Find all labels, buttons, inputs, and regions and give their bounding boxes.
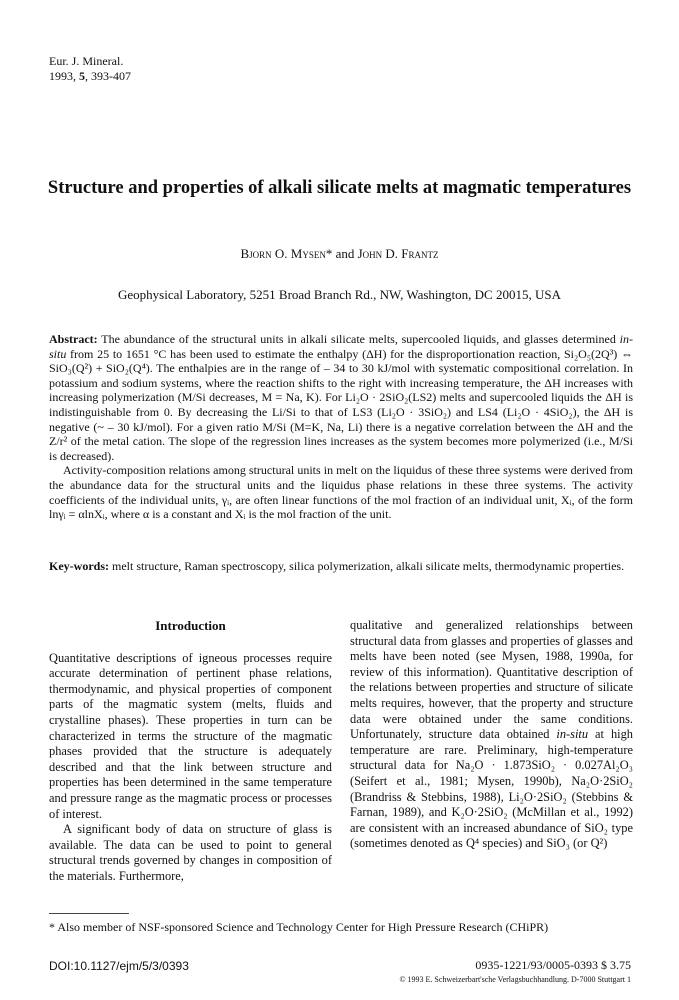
abstract-label: Abstract: <box>49 332 98 346</box>
author-mysen: Bjorn O. Mysen* <box>240 246 333 261</box>
intro-paragraph-3: qualitative and generalized relationships between structural data from glasses and properties of glasses and melts have been noted (see Mysen, 1988, 1990a, for review of this information). Quantitative description of the relations between properties and structure of silicate melts requires, however, that the property and structure data were obtained under the same conditions. Unfortunately, structure data obtained in-situ at high temperature are rare. Preliminary, high-temperature structural data for Na₂O · 1.873SiO₂ · 0.027Al₂O₃ (Seifert et al., 1981; Mysen, 1990b), Na₂O·2SiO₂ (Brandriss & Stebbins, 1988), Li₂O·2SiO₂ (Stebbins & Farnan, 1989), and K₂O·2SiO₂ (McMillan et al., 1992) are consistent with an increased abundance of SiO₂ type (sometimes denoted as Q⁴ species) and SiO₃ (or Q²) <box>350 618 633 851</box>
journal-citation: 1993, 5, 393-407 <box>49 69 131 83</box>
footnote: * Also member of NSF-sponsored Science and Technology Center for High Pressure Research (CHiPR) <box>49 920 549 934</box>
intro-paragraph-1: Quantitative descriptions of igneous processes require accurate determination of pertinent phase relations, thermodynamic, and physical properties of component parts of the magmatic system (melts, fluids and crystalline phases). These properties in turn can be characterized in terms the structure of the magmatic phases provided that the structure is adequately described and that the link between structure and properties has been determined in the same temperature and pressure range as the magmatic process or processes of interest. <box>49 650 332 821</box>
left-column <box>49 618 332 885</box>
intro-paragraph-2: A significant body of data on structure of glass is available. The data can be used to point to general structural trends governed by changes in composition of the materials. Furthermore, <box>49 822 332 883</box>
keywords <box>49 559 633 574</box>
affiliation: Geophysical Laboratory, 5251 Broad Branch Rd., NW, Washington, DC 20015, USA <box>118 287 561 302</box>
issn-price: 0935-1221/93/0005-0393 $ 3.75 <box>475 958 631 972</box>
journal-header <box>49 54 131 84</box>
journal-volume: 5 <box>79 69 85 83</box>
abstract-paragraph-2: Activity-composition relations among structural units in melt on the liquidus of these three systems were derived from the abundance data for the structural units and the liquidus phase relations in these three systems. The activity coefficients of the individual units, γᵢ, are often linear functions of the mol fraction of an individual unit, Xᵢ, of the form lnγᵢ = αlnXᵢ, where α is a constant and Xᵢ is the mol fraction of the unit. <box>49 463 633 522</box>
keywords-label: Key-words: <box>49 559 109 573</box>
copyright-line: © 1993 E. Schweizerbart'sche Verlagsbuchhandlung. D-7000 Stuttgart 1 <box>399 975 631 984</box>
abstract <box>49 332 633 522</box>
section-heading-introduction: Introduction <box>155 618 226 633</box>
footnote-rule <box>49 913 129 914</box>
author-frantz: John D. Frantz <box>357 246 439 261</box>
right-column <box>350 618 633 852</box>
abstract-paragraph-1: Abstract: The abundance of the structural units in alkali silicate melts, supercooled liquids, and glasses determined in-situ from 25 to 1651 °C has been used to estimate the enthalpy (ΔH) for the disproportionation reaction, Si₂O₅(2Q³) ⇔ SiO₃(Q²) + SiO₂(Q⁴). The enthalpies are in the range of – 34 to 30 kJ/mol with systematic compositional correlation. In potassium and sodium systems, where the reaction shifts to the right with increasing temperature, the ΔH increases with increasing polymerization (M/Si decreases, M = Na, K). For Li₂O · 2SiO₂(LS2) melts and supercooled liquids the ΔH is indistinguishable from 0. By decreasing the Li/Si to that of LS3 (Li₂O · 3SiO₂) and LS4 (Li₂O · 4SiO₂), the ΔH is negative (~ – 30 kJ/mol). For a given ratio M/Si (M=K, Na, Li) there is a negative correlation between the ΔH and the Z/r² of the metal cation. The slope of the regression lines increases as the system becomes more polymerized (i.e., M/Si is decreased). <box>49 332 633 463</box>
keywords-text: melt structure, Raman spectroscopy, silica polymerization, alkali silicate melts, thermodynamic properties. <box>109 559 625 573</box>
doi: DOI:10.1127/ejm/5/3/0393 <box>49 959 189 973</box>
author-line: Bjorn O. Mysen* and John D. Frantz <box>240 246 439 261</box>
paper-title: Structure and properties of alkali silicate melts at magmatic temperatures <box>47 178 632 198</box>
journal-name: Eur. J. Mineral. <box>49 54 124 68</box>
